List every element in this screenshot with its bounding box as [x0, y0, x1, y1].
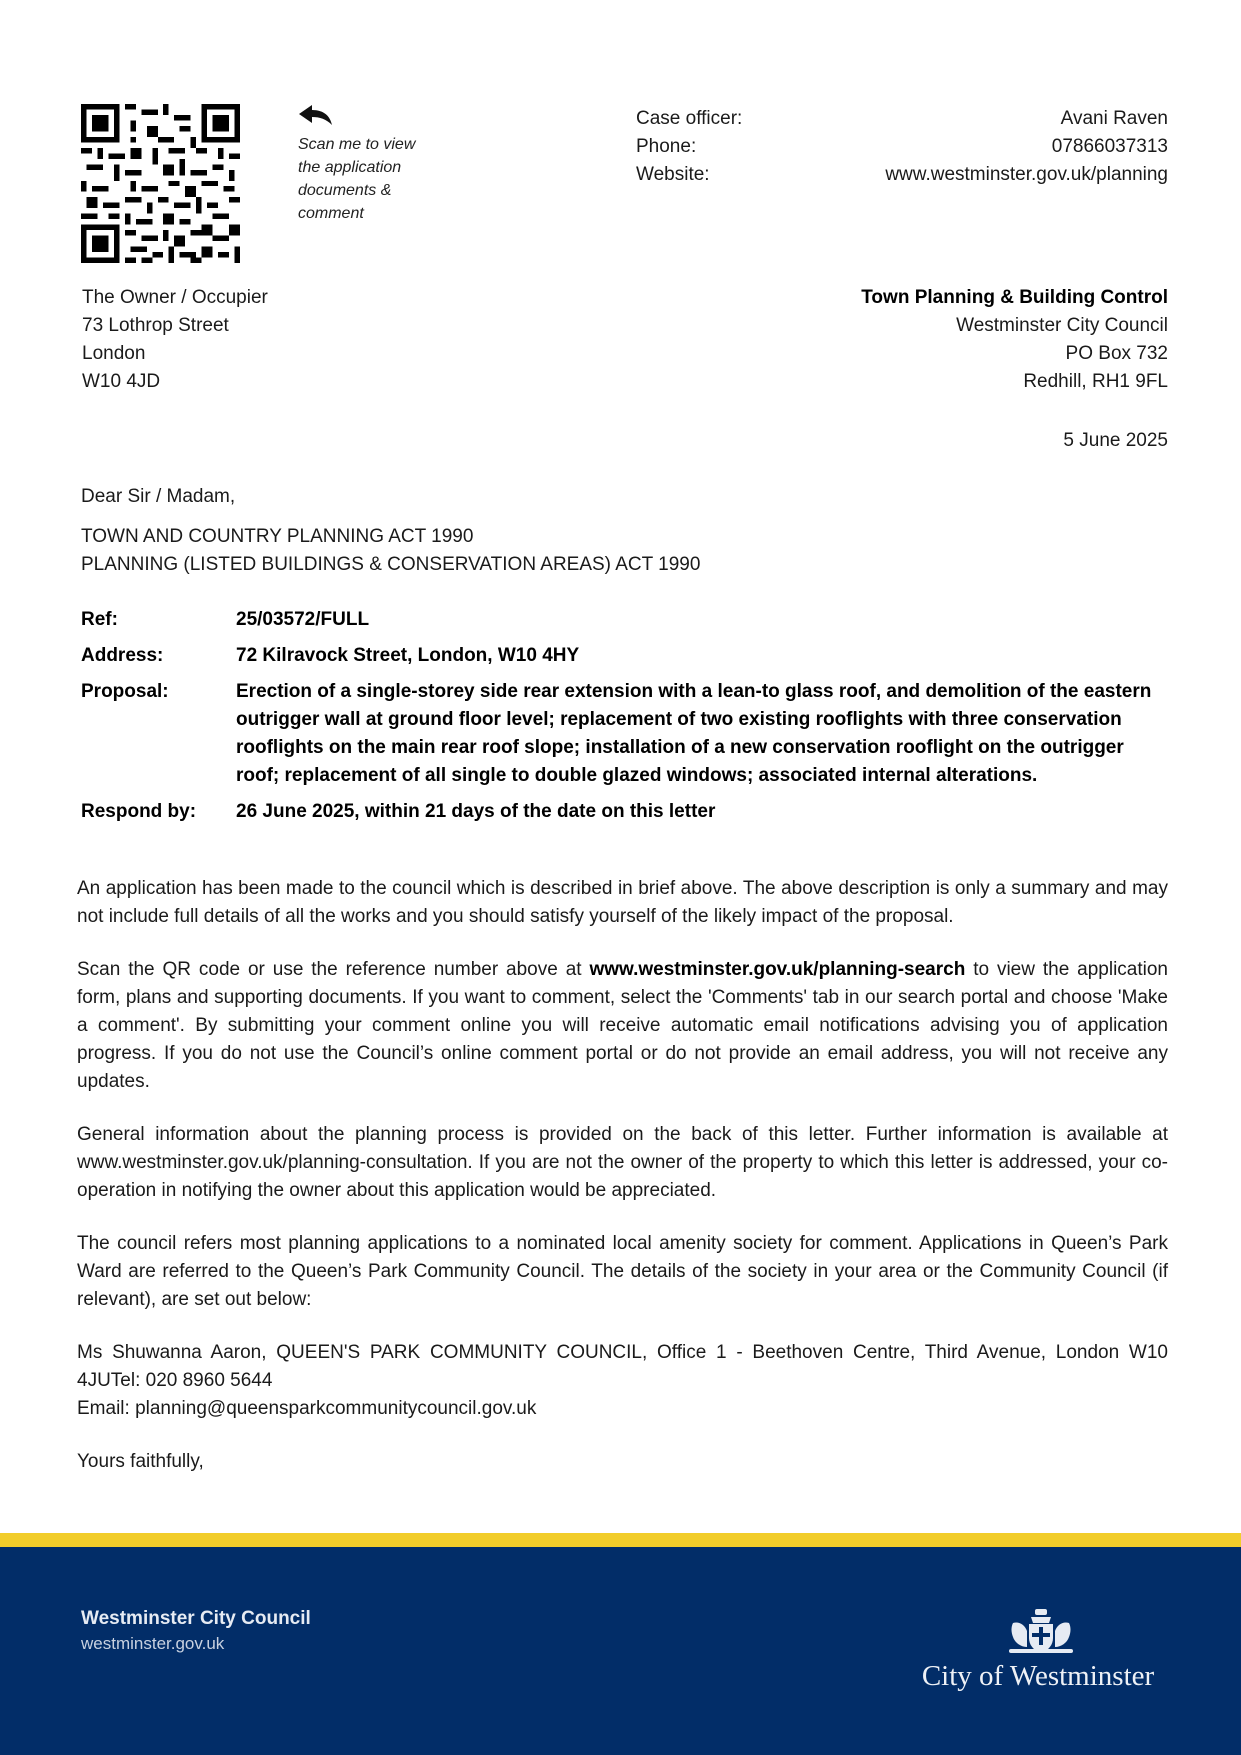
application-details — [81, 606, 1168, 834]
detail-value: 26 June 2025, within 21 days of the date on this letter — [236, 801, 716, 822]
case-officer-block — [636, 105, 1168, 189]
detail-value: Erection of a single-storey side rear extension with a lean-to glass roof, and demolition of the eastern outrigger wall at ground floor level; replacement of two existing rooflights with three conservation rooflights on the main rear roof slope; installation of a new conservation rooflight on the outrigger roof; replacement of all single to double glazed windows; associated internal alterations. — [236, 681, 1152, 786]
sender-line: PO Box 732 — [1065, 343, 1168, 364]
case-officer-row — [636, 105, 1168, 133]
case-officer-value: Avani Raven — [1060, 108, 1168, 129]
detail-row-proposal — [81, 678, 1168, 790]
coat-of-arms-icon — [1005, 1609, 1077, 1655]
city-of-westminster-logo-text: City of Westminster — [921, 1660, 1155, 1692]
detail-row-respond-by — [81, 798, 1168, 826]
act-line: PLANNING (LISTED BUILDINGS & CONSERVATION AREAS) ACT 1990 — [81, 554, 701, 575]
letter-date: 5 June 2025 — [1063, 430, 1168, 451]
recipient-address — [82, 284, 482, 396]
sender-address — [700, 284, 1168, 396]
society-email: Email: planning@queensparkcommunitycouncil.gov.uk — [77, 1398, 537, 1419]
qr-code — [81, 104, 240, 263]
letter-body — [77, 875, 1168, 1501]
scan-prompt: Scan me to view the application documents & comment — [298, 136, 416, 222]
website-row — [636, 161, 1168, 189]
detail-label: Proposal: — [81, 681, 169, 702]
sender-line: Westminster City Council — [956, 315, 1168, 336]
act-line: TOWN AND COUNTRY PLANNING ACT 1990 — [81, 526, 474, 547]
website-label: Website: — [636, 164, 710, 185]
detail-row-address — [81, 642, 1168, 670]
society-contact: Ms Shuwanna Aaron, QUEEN'S PARK COMMUNITY COUNCIL, Office 1 - Beethoven Centre, Third Avenue, London W10 4JUTel: 020 8960 5644 — [77, 1342, 1168, 1391]
legislation-heading — [81, 523, 981, 579]
footer-council-name: Westminster City Council — [81, 1608, 311, 1629]
detail-value: 25/03572/FULL — [236, 609, 370, 630]
sender-department: Town Planning & Building Control — [861, 287, 1168, 308]
phone-row — [636, 133, 1168, 161]
paragraph: An application has been made to the council which is described in brief above. The above description is only a summary and may not include full details of all the works and you should satisfy yourself of the likely impact of the proposal. — [77, 878, 1168, 927]
recipient-line: W10 4JD — [82, 371, 161, 392]
detail-label: Respond by: — [81, 801, 197, 822]
paragraph-text: to view the application form, plans and supporting documents. If you want to comment, select the 'Comments' tab in our search portal and choose 'Make a comment'. By submitting your comment online you will receive automatic email notifications advising you of application progress. If you do not use the Council’s online comment portal or do not provide an email address, you will not receive any updates. — [77, 959, 1168, 1092]
phone-label: Phone: — [636, 136, 697, 157]
phone-value: 07866037313 — [1051, 136, 1168, 157]
detail-row-ref — [81, 606, 1168, 634]
sender-line: Redhill, RH1 9FL — [1023, 371, 1168, 392]
society-details — [77, 1339, 1168, 1423]
footer-stripe — [0, 1533, 1241, 1547]
detail-label: Ref: — [81, 609, 118, 630]
case-officer-label: Case officer: — [636, 108, 743, 129]
signoff: Yours faithfully, — [77, 1451, 204, 1472]
paragraph: General information about the planning process is provided on the back of this letter. Further information is available at www.westminster.gov.uk/planning-consultation. If you are not the owner of the property to which this letter is addressed, your co-operation in notifying the owner about this application would be appreciated. — [77, 1124, 1168, 1201]
detail-label: Address: — [81, 645, 164, 666]
paragraph-text: Scan the QR code or use the reference number above at — [77, 959, 590, 980]
paragraph: The council refers most planning applications to a nominated local amenity society for comment. Applications in Queen’s Park Ward are referred to the Queen’s Park Community Council. The details of the society in your area or the Community Council (if relevant), are set out below: — [77, 1233, 1168, 1310]
recipient-line: London — [82, 343, 146, 364]
salutation: Dear Sir / Madam, — [81, 486, 236, 507]
reply-arrow-icon — [298, 104, 334, 126]
recipient-line: 73 Lothrop Street — [82, 315, 229, 336]
planning-search-link[interactable]: www.westminster.gov.uk/planning-search — [589, 959, 966, 980]
detail-value: 72 Kilravock Street, London, W10 4HY — [236, 645, 580, 666]
paragraph — [77, 956, 1168, 1096]
footer-website[interactable]: westminster.gov.uk — [81, 1634, 225, 1653]
recipient-line: The Owner / Occupier — [82, 287, 268, 308]
website-value[interactable]: www.westminster.gov.uk/planning — [885, 164, 1168, 185]
